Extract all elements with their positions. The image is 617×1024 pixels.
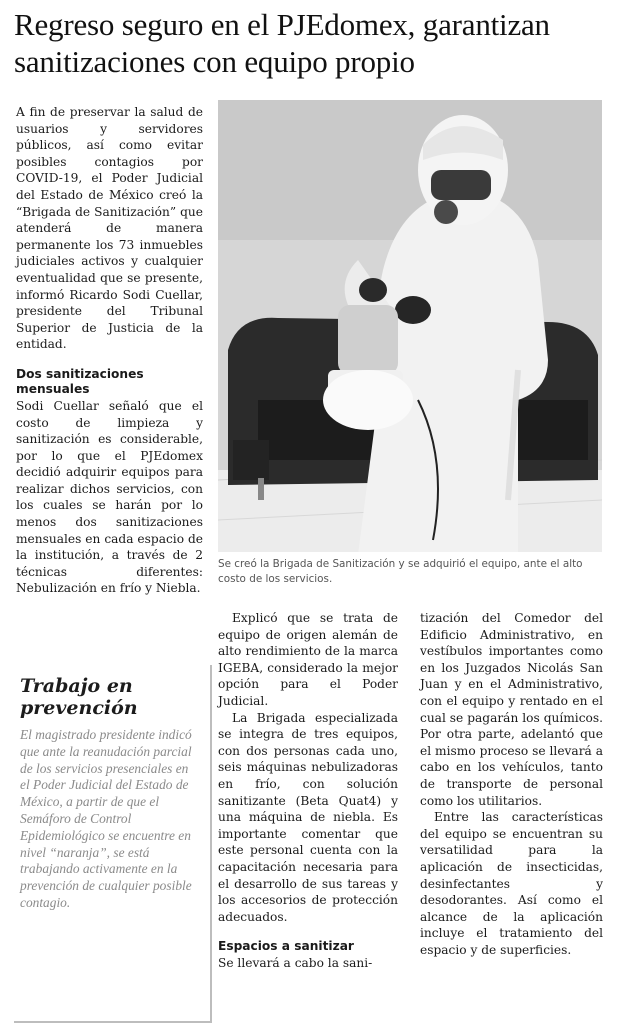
col3-paragraph-1: tización del Comedor del Edificio Administrativo, en vestíbulos importantes como en los Juzgados Nicolás San Juan y en el Administrativo, con el equipo y rentado en el cual se pagarán los químicos. Por otra parte, adelantó que el mismo proceso se llevará a cabo en los vehículos, tanto de transporte de personal como los utilitarios. xyxy=(420,611,603,808)
headline: Regreso seguro en el PJEdomex, garantizan sanitizaciones con equipo propio xyxy=(14,7,550,79)
col2-paragraph-1: Explicó que se trata de equipo de origen alemán de alto rendimiento de la marca IGEBA, considerado la mejor opción para el Poder Judicial. xyxy=(218,611,398,708)
article-photo xyxy=(218,100,602,552)
col1-paragraph-2: Sodi Cuellar señaló que el costo de limpieza y sanitización es considerable, por lo que el PJEdomex decidió adquirir equipos para realizar dichos servicios, con los cuales se harán por lo menos dos sanitizaciones mensuales en cada espacio de la institución, a través de 2 técnicas diferentes: Nebulización en frío y Niebla. xyxy=(16,398,203,596)
sidebar-title: Trabajo en prevención xyxy=(20,675,138,719)
col1-paragraph-1: A fin de preservar la salud de usuarios y servidores públicos, así como evitar posibles contagios por COVID-19, el Poder Judicial del Estado de México creó la “Brigada de Sanitización” que atenderá de manera permanente los 73 inmuebles judiciales activos y cualquier eventualidad que se presente, informó Ricardo Sodi Cuellar, presidente del Tribunal Superior de Justicia de la entidad. xyxy=(16,105,203,352)
col2-paragraph-3: Se llevará a cabo la sani- xyxy=(218,956,373,971)
photo-caption: Se creó la Brigada de Sanitización y se adquirió el equipo, ante el alto costo de los servicios. xyxy=(218,558,583,585)
col1-subhead: Dos sanitizaciones mensuales xyxy=(16,366,144,396)
col3-paragraph-2: Entre las características del equipo se encuentran su versatilidad para la aplicación de insecticidas, desinfectantes y desodorantes. Así como el alcance de la aplicación incluye el tratamiento del espacio y de superficies. xyxy=(420,810,603,957)
column-1 xyxy=(16,104,203,597)
photo-illustration xyxy=(218,100,602,552)
column-3 xyxy=(420,610,603,958)
sidebar-box xyxy=(14,665,212,1023)
col2-paragraph-2: La Brigada especializada se integra de tres equipos, con dos personas cada uno, seis máquinas nebulizadoras en frío, con solución sanitizante (Beta Quat4) y una máquina de niebla. Es importante comentar que este personal cuenta con la capacitación necesaria para el desarrollo de sus tareas y los accesorios de protección adecuados. xyxy=(218,710,398,924)
col2-subhead: Espacios a sanitizar xyxy=(218,939,354,954)
sidebar-text: El magistrado presidente indicó que ante la reanudación parcial de los servicios presenciales en el Poder Judicial del Estado de México, a partir de que el Semáforo de Control Epidemiológico se encuentre en nivel “naranja”, se está trabajando activamente en la prevención de cualquier posible contagio. xyxy=(20,727,192,910)
column-2 xyxy=(218,610,398,972)
